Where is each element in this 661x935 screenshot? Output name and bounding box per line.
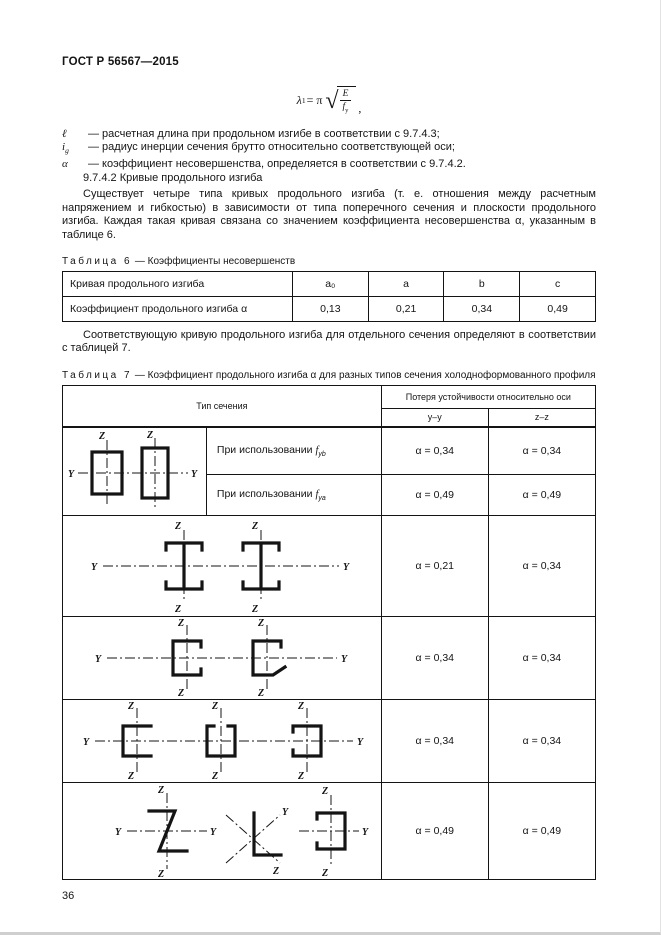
diagram-channel-sections	[63, 699, 382, 782]
table6-imperfection-factors	[62, 271, 596, 322]
table6-header-cell: b	[444, 272, 520, 297]
axis-label-z: Z	[158, 868, 165, 877]
axis-label-z: Z	[258, 618, 265, 629]
diagram-hat-sections	[63, 616, 382, 699]
alpha-value-zz: α = 0,34	[488, 616, 595, 699]
definition-item	[62, 141, 596, 158]
alpha-value-zz: α = 0,49	[488, 782, 595, 879]
radical-sign: √	[325, 87, 339, 114]
section-heading: 9.7.4.2 Кривые продольного изгиба	[83, 171, 263, 184]
axis-label-z: Z	[252, 603, 259, 613]
axis-label-z: Z	[158, 784, 165, 796]
axis-label-z: Z	[298, 701, 305, 712]
table6-header-cell: Кривая продольного изгиба	[63, 272, 293, 297]
table6-header-cell: c	[520, 272, 596, 297]
axis-label-y: Y	[282, 806, 289, 818]
axis-label-z: Z	[175, 603, 182, 613]
axis-label-z: Z	[273, 865, 280, 877]
axis-label-y: Y	[210, 826, 217, 838]
formula-lambda-sub: 1	[301, 96, 306, 106]
page-number: 36	[62, 889, 75, 902]
paragraph-buckling-curves: Существует четыре типа кривых продольного изгиба (т. е. отношения между расчетным напряжением и гибкостью) в зависимости от типа поперечного сечения и плоскости продольного изгиба. Каждая такая кривая связана со значением коэффициента несовершенства α, указанным в таблице 6.	[62, 188, 596, 241]
axis-label-y: Y	[362, 826, 369, 838]
table7-row-z-angle-sections	[63, 782, 596, 879]
table7-row-hat-sections	[63, 616, 596, 699]
definition-term: α	[62, 158, 68, 171]
axis-label-y: Y	[357, 736, 364, 748]
axis-label-z: Z	[178, 618, 185, 629]
table7-col-zz: z–z	[488, 408, 595, 427]
usage-fya-cell: При использовании $f_{ya}$	[206, 474, 381, 515]
axis-label-z: Z	[322, 867, 329, 877]
definition-item	[62, 158, 596, 172]
axis-label-z: Z	[128, 770, 135, 780]
radical-body	[337, 86, 357, 116]
diagram-i-sections	[63, 515, 382, 616]
document-title: ГОСТ Р 56567—2015	[62, 56, 179, 68]
section-diagram-channels	[69, 702, 374, 780]
definition-text: — радиус инерции сечения брутто относительно соответствующей оси;	[88, 141, 455, 154]
section-diagram-box	[66, 430, 202, 512]
alpha-value-yy: α = 0,49	[381, 474, 488, 515]
axis-label-y: Y	[191, 469, 198, 481]
axis-label-z: Z	[178, 687, 185, 697]
definition-term: $i_g$	[62, 141, 69, 156]
paragraph-table7-reference: Соответствующую кривую продольного изгиба для отдельного сечения определяют в соответствии с таблицей 7.	[62, 329, 596, 355]
axis-label-z: Z	[99, 431, 106, 443]
table6-header-cell: a₀	[292, 272, 368, 297]
table7-row-box-fyb	[63, 427, 596, 475]
table7-caption	[62, 370, 596, 381]
definition-item	[62, 128, 596, 142]
table6-value-cell: 0,21	[368, 297, 444, 322]
table7-row-i-sections	[63, 515, 596, 616]
section-diagram-z-angle	[69, 785, 374, 877]
fraction-denominator: $f_y$	[342, 102, 349, 114]
axis-label-y: Y	[83, 736, 90, 748]
axis-label-z: Z	[128, 701, 135, 712]
axis-label-y: Y	[343, 561, 350, 573]
axis-label-z: Z	[258, 687, 265, 697]
definition-term: ℓ	[62, 127, 67, 140]
fraction-numerator: E	[340, 89, 352, 101]
axis-label-y: Y	[91, 561, 98, 573]
table6-header-cell: a	[368, 272, 444, 297]
formula-lambda1	[62, 86, 596, 116]
formula-lambda: λ	[296, 93, 302, 108]
definition-text: — коэффициент несовершенства, определяется в соответствии с 9.7.4.2.	[88, 158, 466, 171]
axis-label-z: Z	[212, 701, 219, 712]
axis-label-z: Z	[298, 770, 305, 780]
table7-caption-label: Таблица 7	[62, 369, 133, 381]
table6-header-row	[63, 272, 596, 297]
axis-label-z: Z	[252, 520, 259, 532]
alpha-value-yy: α = 0,34	[381, 699, 488, 782]
table7-caption-title: — Коэффициент продольного изгиба α для разных типов сечения холодноформованного профиля	[132, 369, 596, 381]
axis-label-y: Y	[68, 469, 75, 481]
table6-data-row	[63, 297, 596, 322]
table6-caption	[62, 256, 596, 267]
axis-label-y: Y	[95, 653, 102, 665]
section-diagram-hat	[69, 619, 374, 697]
table6-caption-title: — Коэффициенты несовершенств	[132, 256, 296, 268]
alpha-value-zz: α = 0,49	[488, 474, 595, 515]
table7-header-row	[63, 385, 596, 408]
table6-caption-label: Таблица 6	[62, 256, 133, 268]
alpha-value-yy: α = 0,34	[381, 427, 488, 475]
axis-label-z: Z	[175, 520, 182, 532]
usage-fyb-cell: При использовании $f_{yb}$	[206, 427, 381, 475]
table6-value-cell: 0,49	[520, 297, 596, 322]
alpha-value-yy: α = 0,49	[381, 782, 488, 879]
table7-buckling-curves	[62, 385, 596, 880]
formula-equals-pi: = π	[306, 93, 323, 108]
table6-value-cell: 0,13	[292, 297, 368, 322]
table7-col-type: Тип сечения	[63, 385, 382, 427]
alpha-value-zz: α = 0,34	[488, 427, 595, 475]
formula-comma: ,	[358, 100, 362, 115]
table7-col-yy: y–y	[381, 408, 488, 427]
definitions-list	[62, 128, 596, 172]
section-diagram-i	[69, 519, 374, 613]
table6-value-cell: 0,34	[444, 297, 520, 322]
alpha-value-zz: α = 0,34	[488, 699, 595, 782]
alpha-value-zz: α = 0,34	[488, 515, 595, 616]
axis-label-z: Z	[212, 770, 219, 780]
diagram-box-sections	[63, 427, 207, 516]
alpha-value-yy: α = 0,34	[381, 616, 488, 699]
table7-col-buckling-axis: Потеря устойчивости относительно оси	[381, 385, 595, 408]
axis-label-y: Y	[341, 653, 348, 665]
formula-radical	[325, 86, 356, 116]
axis-label-y: Y	[115, 826, 122, 838]
alpha-value-yy: α = 0,21	[381, 515, 488, 616]
axis-label-z: Z	[147, 430, 154, 442]
diagram-z-angle-sections	[63, 782, 382, 879]
table7-row-channel-sections	[63, 699, 596, 782]
definition-text: — расчетная длина при продольном изгибе в соответствии с 9.7.4.3;	[88, 127, 440, 140]
table6-row-label: Коэффициент продольного изгиба α	[63, 297, 293, 322]
axis-label-z: Z	[322, 785, 329, 797]
